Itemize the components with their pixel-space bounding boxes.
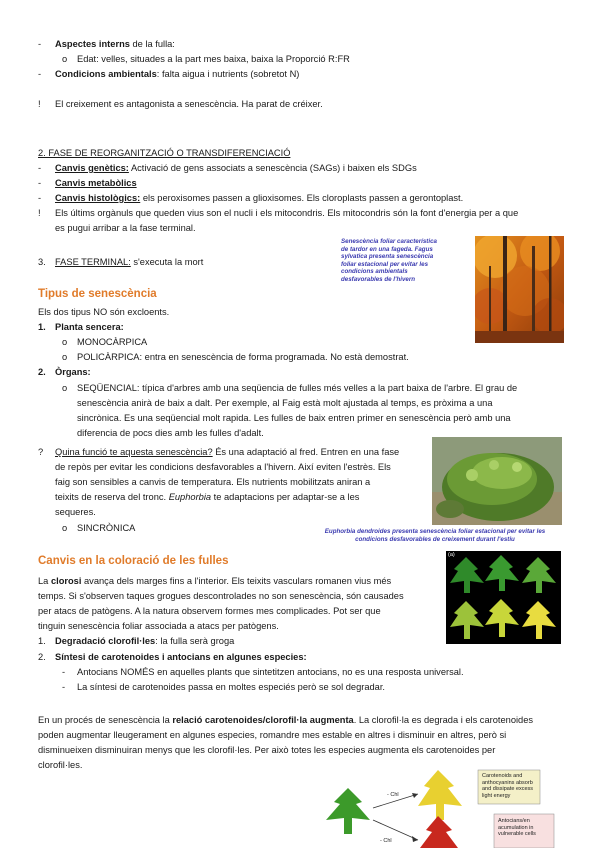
question-line-4 (55, 491, 359, 504)
ratio-line-3: disminueixen disminuiran menys que les clorofil·les. Per això totes les especies augmenta els carotenoides per (38, 745, 496, 755)
aspects-text: de la fulla: (129, 39, 175, 49)
sequential-line-2: senescència anirà de baix a dalt. Per exemple, al Faig està molt ajustada al temps, es pròxima a una (77, 398, 493, 408)
organelles-line-2: es pugui arribar a la fase terminal. (55, 223, 196, 233)
question-bullet: ? (38, 447, 44, 457)
carotenoid-synthesis-text: La síntesi de carotenoides passa en moltes especiés però se sol degradar. (77, 682, 386, 692)
age-bullet: o (62, 54, 68, 64)
question-line-3: faig son sensibles a canvis de temperatura. Els nutrients mobilitzats aniran a (55, 477, 371, 487)
phase3-line (55, 256, 203, 269)
env-line (55, 68, 299, 81)
question-line-1 (55, 446, 399, 459)
chlorosis-bold: clorosi (50, 576, 82, 586)
whole-plant-label: Planta sencera: (55, 322, 124, 332)
box-line: vulnerable cells (498, 831, 536, 837)
aspects-bullet: - (38, 39, 42, 49)
ratio-line-4: clorofil·les. (38, 760, 83, 770)
chlorosis-text: avança dels marges fins a l'interior. Els teixits vasculars romanen vius més (81, 576, 392, 586)
pigment-diagram (318, 768, 566, 848)
caption-line: condicions ambientals (341, 268, 408, 275)
minus-chl-label-1: - Chl (387, 792, 399, 798)
question-text: te adaptacions per adaptar-se a les (211, 492, 360, 502)
histology-line (55, 192, 463, 205)
dash-bullet: - (62, 682, 66, 692)
question-line-2: de repòs per evitar les condicions desfavorables a l'hivern. Així eviten l'estrès. Els (55, 462, 391, 472)
euphorbia-photo (432, 437, 562, 525)
genetics-label: Canvis genètics: (55, 163, 129, 173)
minus-chl-label-2: - Chl (380, 838, 392, 844)
list-number: 1. (38, 636, 46, 646)
panel-label: (a) (448, 552, 455, 558)
chlorosis-line-1 (38, 575, 391, 588)
caption-line: sylvatica presenta senescència (341, 253, 434, 260)
box-line: acumulation in (498, 824, 534, 831)
anthocyanin-box (498, 818, 552, 838)
tipus-heading: Tipus de senescència (38, 288, 157, 300)
chlorosis-line-3: per atacs de patògens. A la natura observem formes mes complicades. Pot ser que (38, 606, 381, 616)
phase2-heading: 2. FASE DE REORGANITZACIÓ O TRANSDIFERENCIACIÓ (38, 148, 291, 158)
leaf-senescence-panel (446, 551, 561, 644)
polycarpic-text: POLICÀRPICA: entra en senescència de forma programada. No està demostrat. (77, 352, 409, 362)
caption-line: desfavorables de l'hivern (341, 275, 416, 283)
ratio-line-1 (38, 714, 533, 727)
box-line: and dissipate excess (482, 786, 534, 792)
question-line-5: sequeres. (55, 507, 96, 517)
genetics-line (55, 162, 417, 175)
phase3-number: 3. (38, 257, 46, 267)
note1-bullet: ! (38, 99, 41, 109)
chlorophyll-label: Degradació clorofil·les (55, 636, 156, 646)
synchronous-text: SINCRÒNICA (77, 523, 136, 533)
aspects-label: Aspectes interns (55, 39, 130, 49)
histology-text: els peroxisomes passen a glioxisomes. Els cloroplasts passen a gerontoplast. (140, 193, 464, 203)
coloration-heading: Canvis en la coloració de les fulles (38, 555, 229, 567)
env-text: : falta aigua i nutrients (sobretot N) (156, 69, 300, 79)
metabolic-label: Canvis metabòlics (55, 178, 137, 188)
genetics-text: Activació de gens associats a senescència (SAGs) i baixen els SDGs (128, 163, 417, 173)
beech-caption (341, 238, 469, 283)
phase3-text: s'executa la mort (130, 257, 204, 267)
caption-line: condicions desfavorables de creixement durant l'estiu (355, 535, 515, 543)
question-text: És una adaptació al fred. Entren en una fase (212, 447, 400, 457)
caption-line: foliar estacional per evitar les (341, 260, 429, 268)
organs-label: Òrgans: (55, 367, 91, 377)
chlorosis-line-2: temps. Si s'observen taques grogues descontrolades no son senescència, són causades (38, 591, 404, 601)
sequential-line-4: diferencia de pocs dies amb les fulles d'adalt. (77, 428, 264, 438)
dash-bullet: - (62, 667, 66, 677)
env-label: Condicions ambientals (55, 69, 157, 79)
chlorophyll-text: : la fulla serà groga (155, 636, 235, 646)
list-number: 1. (38, 322, 46, 332)
chlorophyll-line (55, 635, 234, 648)
sequential-line-1: SEQÜENCIAL: típica d'arbres amb una seqüencia de fulles més velles a la part baixa de l'arbre. El grau de (77, 383, 518, 393)
age-text: Edat: velles, situades a la part mes baixa, baixa la Proporció R:FR (77, 54, 350, 64)
sub-bullet: o (62, 383, 68, 393)
monocarpic-text: MONOCÀRPICA (77, 337, 148, 347)
box-line: Carotenoids and (482, 773, 523, 779)
anthocyanin-text: Antocians NOMÉS en aquelles plants que sintetitzen antocians, no es una resposta universal. (77, 667, 464, 677)
tipus-intro: Els dos tipus NO són excloents. (38, 307, 170, 317)
question-link[interactable]: Quina funció te aquesta senescència? (55, 447, 213, 457)
env-bullet: - (38, 69, 42, 79)
beech-forest-photo (475, 236, 564, 343)
caption-line: Euphorbia dendroides presenta senescència foliar estacional per evitar les (324, 528, 546, 535)
bullet: - (38, 163, 42, 173)
caption-line: de tardor en una fageda. Fagus (341, 245, 433, 253)
carotenoid-label: Síntesi de carotenoides i antocians en algunes especies: (55, 652, 307, 662)
organelles-line-1: Els últims orgànuls que queden vius son el nucli i els mitocondris. Els mitocondris són la font d'energia per a que (55, 208, 519, 218)
sub-bullet: o (62, 523, 68, 533)
histology-label: Canvis histològics: (55, 193, 141, 203)
bullet: ! (38, 208, 41, 218)
box-line: light energy (482, 792, 511, 799)
ratio-bold: relació carotenoides/clorofil·la augmenta (172, 715, 354, 725)
ratio-line-2: poden augmentar lleugerament en algunes especies, romandre mes estable en altres i disminuir en altres, però si (38, 730, 507, 740)
carotenoid-box (482, 773, 538, 799)
caption-line: Senescència foliar característica (341, 238, 437, 245)
list-number: 2. (38, 367, 46, 377)
sub-bullet: o (62, 352, 68, 362)
ratio-text: . La clorofil·la es degrada i els carotenoides (353, 715, 534, 725)
chlorosis-text: La (38, 576, 51, 586)
box-line: anthocyanins absorb (482, 779, 533, 786)
box-line: Antocians/en (498, 818, 530, 824)
bullet: - (38, 178, 42, 188)
euphorbia-italic: Euphorbia (168, 492, 212, 502)
euphorbia-caption (300, 528, 570, 543)
sequential-line-3: sincrònica. Es una seqüencial molt rapida. Les fulles de baix entren primer en senescència però amb una (77, 413, 511, 423)
phase3-label: FASE TERMINAL: (55, 257, 131, 267)
question-text: teixits de reserva del tronc. (55, 492, 169, 502)
bullet: - (38, 193, 42, 203)
ratio-text: En un procés de senescència la (38, 715, 173, 725)
aspects-line (55, 38, 175, 51)
chlorosis-line-4: tinguin senescència foliar associada a atacs per patògens. (38, 621, 279, 631)
note1-text: El creixement es antagonista a senescència. Ha parat de créixer. (55, 99, 323, 109)
sub-bullet: o (62, 337, 68, 347)
list-number: 2. (38, 652, 46, 662)
